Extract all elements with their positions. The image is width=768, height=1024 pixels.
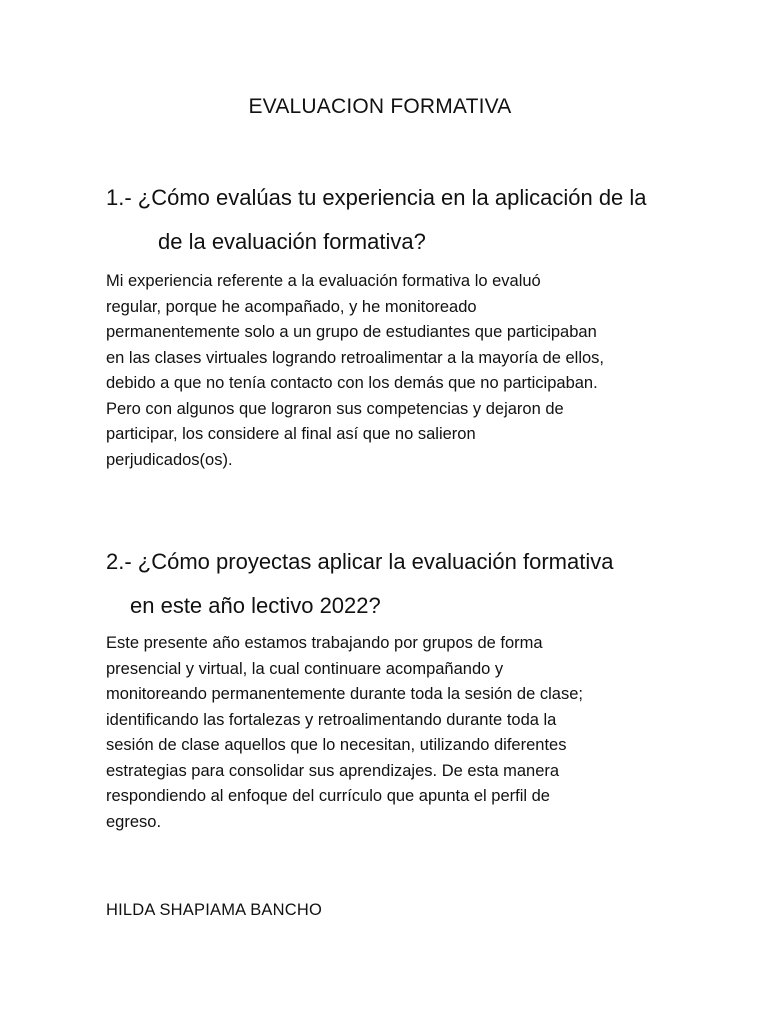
answer-2-line: estrategias para consolidar sus aprendizajes. De esta manera <box>106 761 560 780</box>
answer-2-line: sesión de clase aquellos que lo necesitan, utilizando diferentes <box>106 736 567 754</box>
answer-2-line: egreso. <box>106 812 162 831</box>
answer-1-line: Mi experiencia referente a la evaluación formativa lo evaluó <box>106 272 541 290</box>
question-1 <box>106 176 647 264</box>
answer-2-line: presencial y virtual, la cual continuare acompañando y <box>106 659 504 678</box>
document-title: EVALUACION FORMATIVA <box>248 95 512 118</box>
author-signature: HILDA SHAPIAMA BANCHO <box>106 901 323 919</box>
answer-1-line: regular, porque he acompañado, y he monitoreado <box>106 297 477 316</box>
answer-2-line: identificando las fortalezas y retroalimentando durante toda la <box>106 710 557 729</box>
answer-1 <box>106 269 676 473</box>
question-1-line-2: de la evaluación formativa? <box>158 229 426 254</box>
answer-1-line: participar, los considere al final así que no salieron <box>106 425 476 443</box>
question-2 <box>106 540 613 628</box>
answer-1-line: Pero con algunos que lograron sus competencias y dejaron de <box>106 399 564 418</box>
question-2-line-1: 2.- ¿Cómo proyectas aplicar la evaluación formativa <box>106 549 614 574</box>
question-2-line-2: en este año lectivo 2022? <box>130 593 381 618</box>
answer-1-line: en las clases virtuales logrando retroalimentar a la mayoría de ellos, <box>106 348 604 367</box>
answer-2 <box>106 631 676 835</box>
question-1-line-1: 1.- ¿Cómo evalúas tu experiencia en la aplicación de la <box>106 185 647 210</box>
answer-1-line: debido a que no tenía contacto con los demás que no participaban. <box>106 374 598 392</box>
answer-1-line: perjudicados(os). <box>106 450 233 469</box>
answer-2-line: monitoreando permanentemente durante toda la sesión de clase; <box>106 685 583 703</box>
answer-2-line: Este presente año estamos trabajando por grupos de forma <box>106 634 543 652</box>
answer-1-line: permanentemente solo a un grupo de estudiantes que participaban <box>106 323 597 341</box>
answer-2-line: respondiendo al enfoque del currículo que apunta el perfil de <box>106 787 550 805</box>
